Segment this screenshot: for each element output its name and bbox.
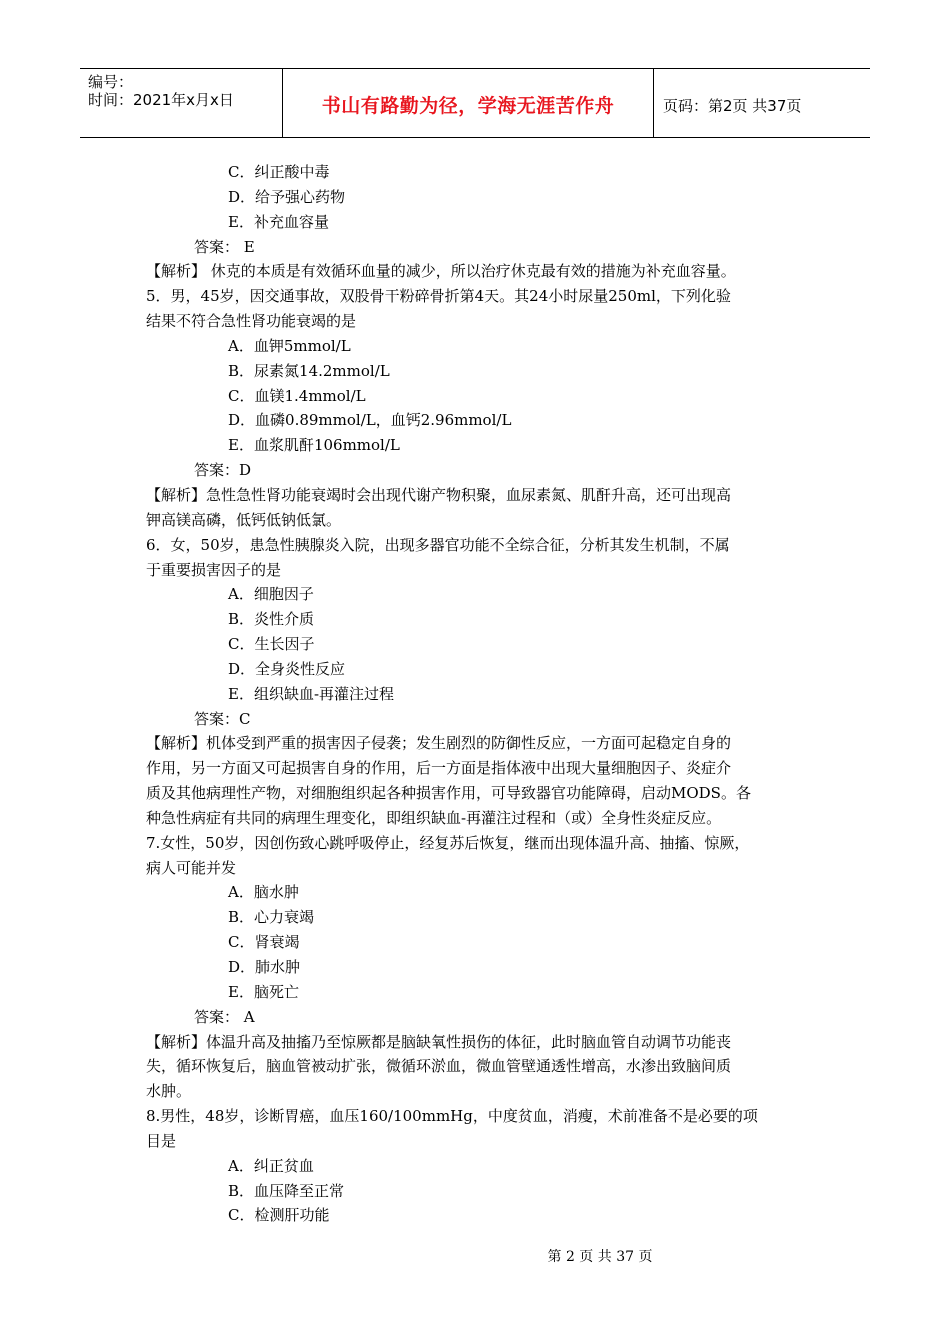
text-line: 于重要损害因子的是 <box>146 560 282 579</box>
answer-option: C．生长因子 <box>228 635 315 654</box>
text-line: 【解析】体温升高及抽搐乃至惊厥都是脑缺氧性损伤的体征，此时脑血管自动调节功能丧 <box>146 1032 732 1051</box>
header-left-cell <box>80 69 282 137</box>
header-right-cell <box>653 69 870 137</box>
answer-key: 答案： E <box>194 237 255 256</box>
answer-option: D．给予强心药物 <box>228 187 346 206</box>
answer-option: E．组织缺血-再灌注过程 <box>228 684 395 703</box>
header-page-number: 页码：第2页 共37页 <box>663 97 802 115</box>
answer-option: E．补充血容量 <box>228 212 329 231</box>
text-line: 5．男，45岁，因交通事故，双股骨干粉碎骨折第4天。其24小时尿量250ml，下列化验 <box>146 287 731 306</box>
document-body <box>146 160 826 1228</box>
answer-option: C．检测肝功能 <box>228 1206 330 1225</box>
text-line: 失，循环恢复后，脑血管被动扩张，微循环淤血，微血管壁通透性增高，水渗出致脑间质 <box>146 1057 732 1076</box>
text-line: 目是 <box>146 1131 177 1150</box>
answer-key: 答案：D <box>194 461 252 480</box>
answer-key: 答案： A <box>194 1007 255 1026</box>
answer-key: 答案：C <box>194 709 251 728</box>
answer-option: A．血钾5mmol/L <box>228 336 351 355</box>
text-line: 作用，另一方面又可起损害自身的作用，后一方面是指体液中出现大量细胞因子、炎症介 <box>146 759 732 778</box>
answer-option: D．血磷0.89mmol/L，血钙2.96mmol/L <box>228 411 512 430</box>
text-line: 8.男性，48岁，诊断胃癌，血压160/100mmHg，中度贫血，消瘦，术前准备不是必要的项 <box>146 1107 758 1126</box>
answer-option: C．血镁1.4mmol/L <box>228 386 366 405</box>
text-line: 钾高镁高磷，低钙低钠低氯。 <box>146 510 342 529</box>
page-header <box>80 68 870 138</box>
answer-option: B．心力衰竭 <box>228 908 315 927</box>
text-line: 6．女，50岁，患急性胰腺炎入院，出现多器官功能不全综合征，分析其发生机制，不属 <box>146 535 730 554</box>
text-line: 【解析】机体受到严重的损害因子侵袭；发生剧烈的防御性反应，一方面可起稳定自身的 <box>146 734 732 753</box>
header-motto-cell <box>282 69 654 137</box>
answer-option: D．肺水肿 <box>228 958 301 976</box>
answer-option: B．炎性介质 <box>228 610 315 629</box>
text-line: 质及其他病理性产物，对细胞组织起各种损害作用，可导致器官功能障碍，启动MODS。各 <box>146 784 751 803</box>
text-line: 种急性病症有共同的病理生理变化，即组织缺血-再灌注过程和（或）全身性炎症反应。 <box>146 808 722 827</box>
text-line: 7.女性，50岁，因创伤致心跳呼吸停止，经复苏后恢复，继而出现体温升高、抽搐、惊厥， <box>146 833 750 852</box>
answer-option: C．肾衰竭 <box>228 933 300 952</box>
answer-option: E．脑死亡 <box>228 982 299 1001</box>
answer-option: D．全身炎性反应 <box>228 659 346 678</box>
document-date-label: 时间：2021年x月x日 <box>88 91 234 109</box>
text-line: 【解析】 休克的本质是有效循环血量的减少，所以治疗休克最有效的措施为补充血容量。 <box>146 262 736 281</box>
text-line: 水肿。 <box>146 1082 192 1101</box>
answer-option: A．细胞因子 <box>228 585 314 604</box>
answer-option: B．尿素氮14.2mmol/L <box>228 361 390 380</box>
answer-option: A．纠正贫血 <box>228 1156 314 1175</box>
text-line: 病人可能并发 <box>146 858 237 877</box>
text-line: 结果不符合急性肾功能衰竭的是 <box>146 312 357 331</box>
header-motto: 书山有路勤为径，学海无涯苦作舟 <box>321 95 615 117</box>
answer-option: A．脑水肿 <box>228 883 299 902</box>
text-line: 【解析】急性急性肾功能衰竭时会出现代谢产物积聚，血尿素氮、肌酐升高，还可出现高 <box>146 485 732 504</box>
answer-option: B．血压降至正常 <box>228 1181 345 1200</box>
answer-option: C．纠正酸中毒 <box>228 163 330 181</box>
answer-option: E．血浆肌酐106mmol/L <box>228 436 400 455</box>
page-footer: 第 2 页 共 37 页 <box>547 1249 653 1265</box>
document-number-label: 编号： <box>88 73 134 91</box>
